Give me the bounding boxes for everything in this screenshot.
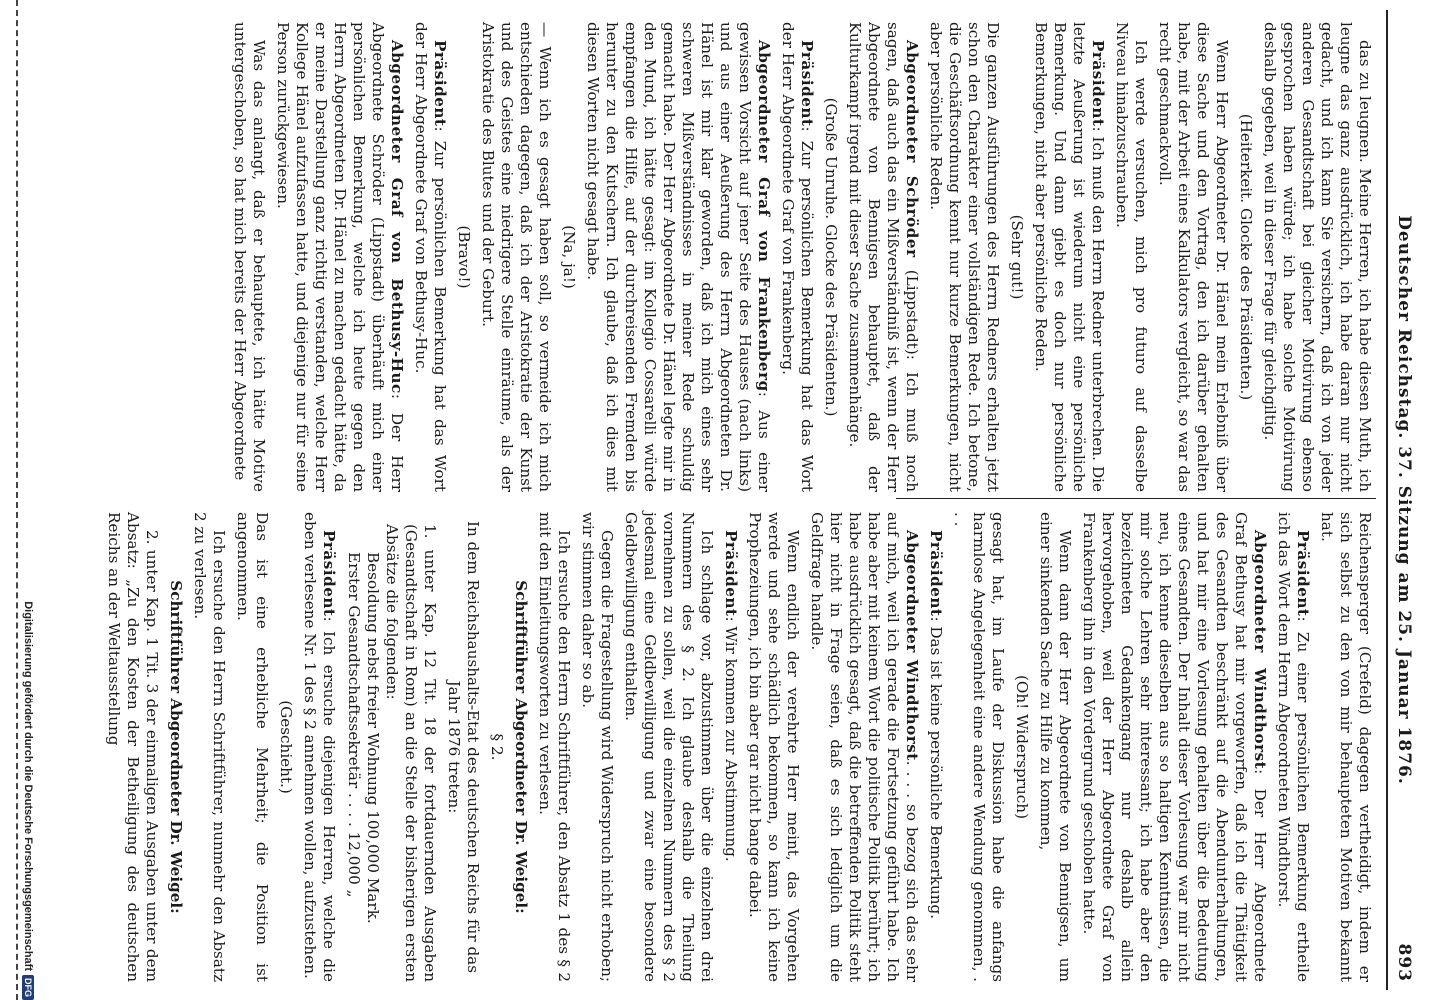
paragraph-text: Ich werde versuchen, mich pro futuro auf dasselbe Niveau hinabzuschrauben. — [1113, 22, 1150, 492]
paragraph-text: : Der Herr Abgeordnete Graf Bethusy hat mir vorgeworfen, daß ich die Thätigkeit des Gesandten beschränkt auf die Abendunterhaltungen, und hat mir eine Vorlesung gehalten über die Bedeutung eines Gesandten. Der Inhalt dieser Vorlesung war mir nicht neu, ich kenne dieselben aus so haltigen Kenntnissen, die mir solche Lehren sehr interessant; ich habe aber den bezeichneten Gedankengang nur deshalb allein hervorgehoben, weil der Herr Abgeordnete Graf von Frankenberg ihn in den Vordergrund geschoben hatte. — [1080, 512, 1269, 982]
paragraph — [778, 22, 816, 492]
paragraph — [190, 512, 228, 982]
paragraph — [559, 22, 578, 492]
paragraph-text: : Der Herr Abgeordnete Schröder (Lippstadt) überhäuft mich einer persönlichen Bemerkung, welche ich heute gegen den Herrn Abgeordneten Dr. Hänel zu machen gedacht hätte, da er meine Darstellung ganz richtig verstanden, welche Herr Kollege Hänel aufzufassen hatte, und diejenige nur für seine Person zurückgewiesen. — [274, 22, 406, 492]
paragraph — [821, 22, 840, 492]
paragraph — [166, 512, 185, 982]
speaker-name: Präsident — [798, 40, 816, 127]
paragraph-text: : Zu einer persönlichen Bemerkung ertheile ich das Wort dem Herrn Abgeordneten Windthorst. — [1275, 512, 1312, 982]
speaker-name: Abgeordneter Windthorst — [903, 530, 921, 761]
paragraph-text: § 2. — [488, 733, 506, 761]
paragraph-text: : Das ist keine persönliche Bemerkung. — [927, 616, 945, 920]
paragraph-text: gesagt hat, im Laufe der Diskussion habe die anfangs harmlose Angelegenheit eine andere Wendung genommen, . . . — [951, 512, 1007, 982]
paragraph-text: Was das anlangt, daß er behauptete, ich hätte Motive untergeschoben, so hat mich bereits der Herr Abgeordnete — [231, 22, 268, 492]
header-title: Deutscher Reichstag. 37. Sitzung am 25. Januar 1876. — [1394, 215, 1414, 785]
paragraph — [104, 512, 161, 982]
speaker-name: Präsident — [431, 40, 449, 127]
paragraph-text: (Bravo!) — [455, 225, 473, 289]
paragraph — [230, 22, 268, 492]
paragraph-text: Schriftführer Abgeordneter Dr. Weigel: — [167, 580, 185, 914]
list-item: Erster Gesandtschaftssekretär . . . . 12,000 „ — [345, 552, 363, 898]
paragraph-text: (Große Unruhe. Glocke des Präsidenten.) — [822, 97, 840, 417]
paragraph — [444, 512, 482, 982]
paragraph-text: Das ist eine erhebliche Mehrheit; die Position ist angenommen. — [234, 512, 271, 982]
paragraph — [1036, 512, 1074, 982]
paragraph — [1112, 22, 1150, 492]
left-column — [84, 22, 1374, 492]
paragraph — [926, 512, 945, 982]
paragraph — [621, 512, 716, 982]
paragraph — [745, 512, 802, 982]
paragraph — [845, 22, 921, 492]
paragraph — [233, 512, 271, 982]
paragraph-text: (Na, ja!) — [560, 225, 578, 289]
right-column — [84, 512, 1374, 982]
dfg-logo: DFG — [22, 975, 34, 1000]
speaker-name: Abgeordneter Graf von Bethusy-Huc — [388, 40, 406, 394]
paragraph-text: . . . . so bezog sich das sehr auf mich, weil ich gerade die Fortsetzung geführt habe. Ich habe aber mit keinem Wort die politische Politik berührt; ich habe ausdrücklich gesagt, daß die betreffenden Politik steht hier nicht in Frage seien, daß es sich lediglich um die Geldfrage handle. — [808, 512, 921, 982]
speaker-name: Präsident — [1294, 530, 1312, 617]
page-header — [1386, 10, 1422, 990]
paragraph-text: Ich ersuche den Herrn Schriftführer, den Absatz 1 des § 2 mit den Einleitungsworten zu verlesen. — [536, 512, 573, 982]
paragraph-text: Ich ersuche den Herrn Schriftführer, nunmehr den Absatz 2 zu verlesen. — [191, 512, 228, 982]
speaker-name: Abgeordneter Windthorst — [1251, 530, 1269, 770]
paragraph — [535, 512, 573, 982]
paragraph-text: das zu leugnen. Meine Herren, ich habe diesen Muth, ich leugne das ganz ausdrücklich, ich habe daran nur nicht gedacht, und ich kann Sie versichern, daß ich von jeder anderen Gesandtschaft bei gleicher Motivirung ebenso gesprochen haben würde; ich habe solche Motivirung deshalb gegeben, weil in dieser Frage für gleichgiltig. — [1261, 22, 1374, 492]
paragraph-text: : Zur persönlichen Bemerkung hat das Wort der Herr Abgeordnete Graf von Bethusy-Huc. — [412, 22, 449, 492]
paragraph-text: Wenn endlich der verehrte Herr meint, das Vorgehen werde und sehe schädlich bekommen, so kann ich keine Prophezeiungen, ich bin aber gar nicht bange dabei. — [746, 512, 802, 982]
speaker-name: Präsident — [1089, 40, 1107, 127]
paragraph-text: Gegen die Fragestellung wird Widerspruch nicht erhoben; wir stimmen daher so ab. — [579, 512, 616, 982]
paragraph — [276, 512, 295, 982]
paragraph — [578, 512, 616, 982]
paragraph-text: Reichensperger (Crefeld) dagegen vertheidigt, indem er sich selbst zu den von mir behaupteten Motiven bekannt hat. — [1318, 512, 1374, 982]
paragraph — [583, 22, 773, 492]
paragraph — [478, 22, 554, 492]
list-item: 1. unter Kap. 12 Tit. 18 der fortdauernden Ausgaben (Gesandtschaft in Rom) an die Stelle der bisherigen ersten Absätze die folgenden: — [383, 524, 439, 982]
paragraph — [1012, 512, 1031, 982]
paragraph-text: (Oh! Widerspruch) — [1013, 674, 1031, 820]
column-divider — [896, 498, 1376, 499]
paragraph — [1155, 22, 1231, 492]
paragraph-text: Wenn Herr Abgeordneter Dr. Hänel mein Erlebniß über diese Sache und den Vortrag, den ich darüber gehalten habe, mit der Arbeit eines Kalkulators vergleicht, so war das recht geschmackvoll. — [1156, 22, 1231, 492]
paragraph-text: (Heiterkeit. Glocke des Präsidenten.) — [1237, 113, 1255, 401]
paragraph-text: : Ich ersuche diejenigen Herren, welche die eben verlesene Nr. 1 des § 2 annehmen wollen, aufzustehen. — [301, 512, 338, 982]
paragraph-text: — Wenn ich es gesagt haben soll, so vermeide ich mich entschieden dagegen, daß ich der Aristokratie der Kunst und des Geistes eine niedrigere Stelle einräume, als der Aristokratie des Blutes und der Geburt. — [479, 22, 554, 492]
paragraph — [1007, 22, 1026, 492]
paragraph — [273, 22, 406, 492]
paragraph — [721, 512, 740, 982]
paragraph — [1236, 22, 1255, 492]
paragraph — [950, 512, 1007, 982]
paragraph — [1031, 22, 1107, 492]
paragraph — [1260, 22, 1374, 492]
paragraph-text: : Ich muß den Herrn Redner unterbrechen. Die letzte Aeußerung ist wiederum nicht eine persönliche Bemerkung. Und dann giebt es doch nur persönliche Bemerkungen, nicht aber persönliche Reden. — [1032, 22, 1107, 492]
paragraph-text: : Aus einer gewissen Vorsicht auf jener Seite des Hauses (nach links) und aus einer Aeußerung des Herrn Abgeordneten Dr. Hänel ist mir klar geworden, daß ich mich eines sehr schweren Mißverständnisses in meiner Rede schuldig gemacht habe. Der Herr Abgeordnete Dr. Hänel legte mir in den Mund, ich hätte gesagt: im Kollegio Cossarelli würde empfangen die Hilfe, auf der durchreisenden Fremden bis herunter zu den Kutschern. Ich glaube, daß ich dies mit diesen Worten nicht gesagt habe. — [584, 22, 773, 492]
speaker-name: Präsident — [320, 530, 338, 617]
paragraph-text: (Geschieht.) — [277, 700, 295, 794]
paragraph — [411, 22, 449, 492]
paragraph-text: In dem Reichshaushalts-Etat des deutschen Reichs für das Jahr 1876 treten: — [445, 520, 482, 974]
paragraph — [454, 22, 473, 492]
paragraph — [1079, 512, 1269, 982]
paragraph — [300, 512, 338, 982]
paragraph-text: Wenn dann der Herr Abgeordnete von Bennigsen, um einer sinkenden Sache zu Hilfe zu kommen, — [1037, 512, 1074, 982]
paragraph-text: Ich schlage vor, abzustimmen über die einzelnen drei Nummern des § 2. Ich glaube deshalb die Theilung vornehmen zu sollen, weil die einzelnen Nummern des § 2 jedesmal eine Geldbewilligung und zwar eine besondere Geldbewilligung enthalten. — [622, 512, 716, 982]
paragraph-text: Die ganzen Ausführungen des Herrn Redners erhalten jetzt schon den Charakter einer vollständigen Rede. Ich betone, die Geschäftsordnung kennt nur kurze Bemerkungen, nicht aber persönliche Reden. — [927, 22, 1002, 492]
paragraph — [807, 512, 921, 982]
digitization-note — [18, 0, 34, 1000]
paragraph-text: (Sehr gut!) — [1008, 214, 1026, 300]
paragraph — [1317, 512, 1374, 982]
list-item: Besoldung nebst freier Wohnung 100,000 Mark. — [364, 552, 382, 924]
paragraph-text: : Zur persönlichen Bemerkung hat das Wort der Herr Abgeordnete Graf von Frankenberg. — [779, 22, 816, 492]
paragraph-text: 2. unter Kap. 1 Tit. 3 der einmaligen Ausgaben unter dem Absatz: „Zu den Kosten der Betheiligung des deutschen Reichs an der Weltausstellung — [105, 512, 161, 982]
speaker-name: Abgeordneter Graf von Frankenberg — [755, 40, 773, 392]
speaker-name: Präsident — [722, 530, 740, 617]
budget-list — [344, 524, 439, 982]
paragraph — [926, 22, 1002, 492]
footer-rule — [16, 0, 18, 1000]
paragraph — [487, 512, 506, 982]
page-number: 893 — [1394, 943, 1414, 982]
speaker-name: Abgeordneter Schröder — [903, 40, 921, 258]
digitization-text: Digitalisierung gefördert durch die Deutsche Forschungsgemeinschaft — [22, 601, 34, 971]
paragraph — [511, 512, 530, 982]
paragraph — [1274, 512, 1312, 982]
paragraph-text: : Wir kommen zur Abstimmung. — [722, 616, 740, 862]
speaker-name: Präsident — [927, 530, 945, 617]
paragraph-text: (Lippstadt): Ich muß noch sagen, daß auch das ein Mißverständniß ist, wenn der Herr Abgeordnete von Bennigsen behauptet, daß der Kulturkampf irgend mit dieser Sache zusammenhänge. — [846, 22, 921, 492]
paragraph-text: Schriftführer Abgeordneter Dr. Weigel: — [512, 580, 530, 914]
